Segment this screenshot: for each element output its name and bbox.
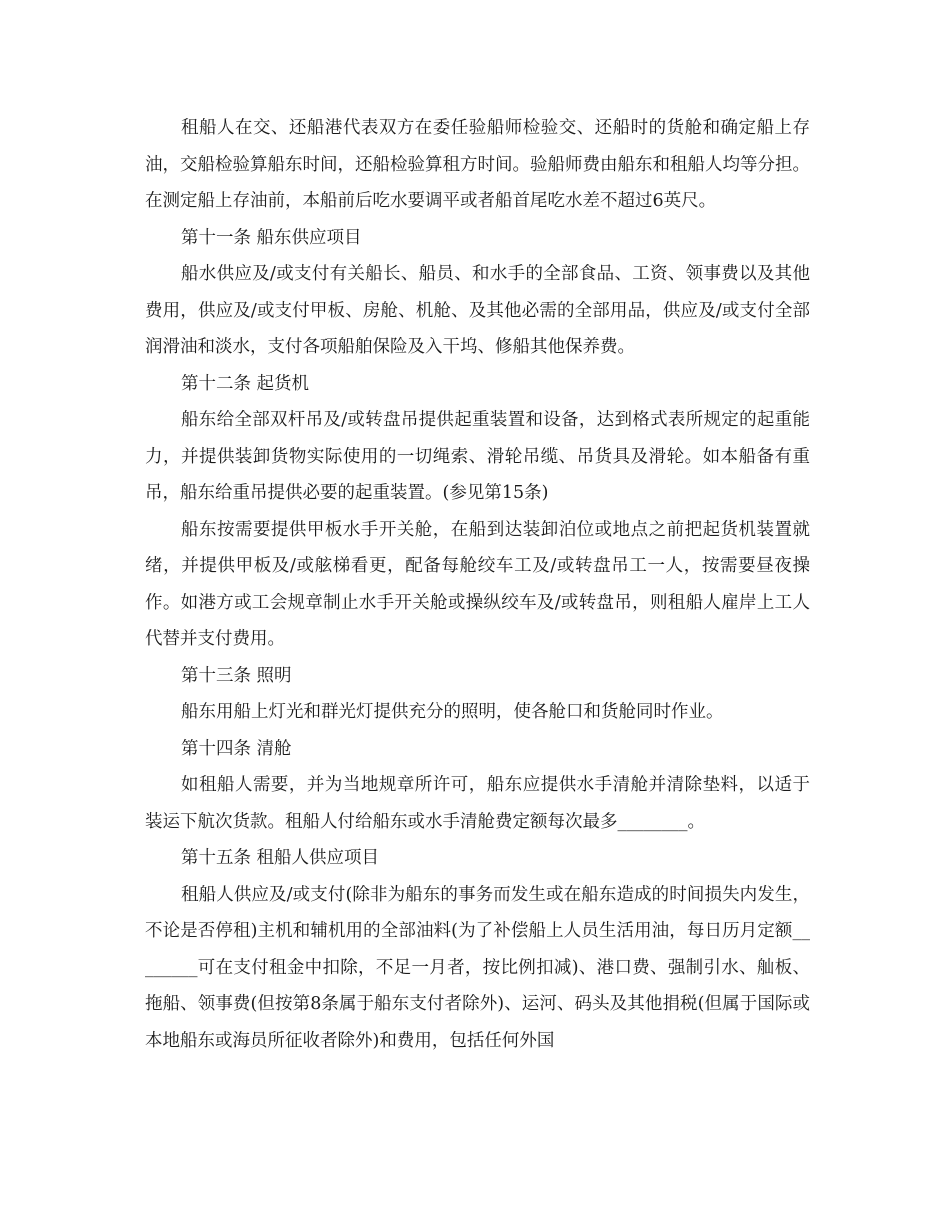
paragraph-lighting: 船东用船上灯光和群光灯提供充分的照明，使各舱口和货舱同时作业。: [181, 702, 724, 722]
heading-article-13: 第十三条 照明: [181, 665, 292, 686]
paragraph-owner-supplies: 船水供应及/或支付有关船长、船员、和水手的全部食品、工资、领事费以及其他费用，供应及/或支付甲板、房舱、机舱、及其他必需的全部用品，供应及/或支付全部润滑油和淡水，支付各项船舶保险及入干坞、修船其他保养费。: [145, 264, 810, 357]
heading-article-14: 第十四条 清舱: [181, 738, 292, 759]
paragraph-charterer-supplies: 租船人供应及/或支付(除非为船东的事务而发生或在船东造成的时间损失内发生，不论是否停租)主机和辅机用的全部油料(为了补偿船上人员生活用油，每日历月定额________可在支付租金中扣除，不足一月者，按比例扣减)、港口费、强制引水、舢板、拖船、领事费(但按第8条属于船东支付者除外)、运河、码头及其他捐税(但属于国际或本地船东或海员所征收者除外)和费用，包括任何外国: [145, 884, 810, 1051]
paragraph-inspection: 租船人在交、还船港代表双方在委任验船师检验交、还船时的货舱和确定船上存油，交船检验算船东时间，还船检验算租方时间。验船师费由船东和租船人均等分担。在测定船上存油前，本船前后吃水要调平或者船首尾吃水差不超过6英尺。: [145, 118, 810, 211]
paragraph-hold-cleaning: 如租船人需要，并为当地规章所许可，船东应提供水手清舱并清除垫料，以适于装运下航次货款。租船人付给船东或水手清舱费定额每次最多________。: [145, 775, 810, 832]
heading-article-12: 第十二条 起货机: [181, 373, 310, 394]
paragraph-cranes: 船东给全部双杆吊及/或转盘吊提供起重装置和设备，达到格式表所规定的起重能力，并提供装卸货物实际使用的一切绳索、滑轮吊缆、吊货具及滑轮。如本船备有重吊，船东给重吊提供必要的起重装置。(参见第15条): [145, 410, 810, 503]
paragraph-hatches: 船东按需要提供甲板水手开关舱，在船到达装卸泊位或地点之前把起货机装置就绪，并提供甲板及/或舷梯看更，配备每舱绞车工及/或转盘吊工一人，按需要昼夜操作。如港方或工会规章制止水手开关舱或操纵绞车及/或转盘吊，则租船人雇岸上工人代替并支付费用。: [145, 519, 810, 649]
heading-article-15: 第十五条 租船人供应项目: [181, 848, 380, 868]
document-page: [145, 110, 810, 1059]
heading-article-11: 第十一条 船东供应项目: [181, 227, 362, 248]
